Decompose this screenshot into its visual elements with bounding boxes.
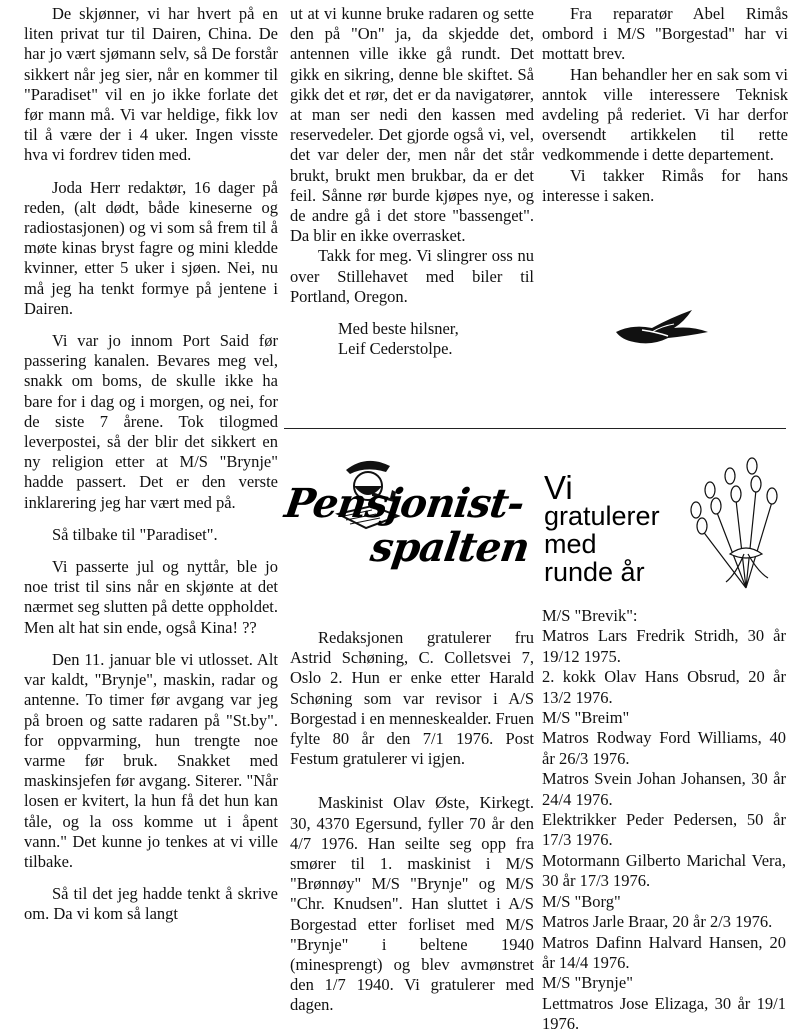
list-item: M/S "Borg" <box>542 891 621 911</box>
congrats-heading-line: med <box>544 529 597 559</box>
column-2 <box>290 4 534 371</box>
list-item: M/S "Brynje" <box>542 973 633 993</box>
logo-line-1: Pensjonist- <box>281 480 527 527</box>
column-1 <box>24 4 278 925</box>
paragraph: Han behandler her en sak som vi anntok ville interessere Teknisk avdeling på rederiet. Vi har derfor oversendt artikkelen til rette vedkommende i dette departement. <box>542 64 788 165</box>
list-item: Matros Lars Fredrik Stridh, 30 år 19/12 1975. <box>542 626 786 666</box>
list-item: 2. kokk Olav Hans Obsrud, 20 år 13/2 1976. <box>542 667 786 707</box>
logo-line-2: spalten <box>367 524 532 571</box>
paragraph: Takk for meg. Vi slingrer oss nu over Stillehavet med biler til Portland, Oregon. <box>290 246 534 306</box>
section-divider <box>284 428 786 429</box>
paragraph: ut at vi kunne bruke radaren og sette den på "On" ja, da skjedde det, antennen ville ikke gå rundt. Det gikk en sikring, denne ble skiftet. Så gikk det et rør, det er da navigatører, at man ser nedi den kassen med reservedeler. Det gjorde også vi, vel, det var deler der, men når det står brukt, brukt men brukbar, da er det feil. Sånne rør burde kjøpes nye, og de andre gå i det store "bassenget". Da blir en ikke overrasket. <box>290 4 534 246</box>
paragraph: Den 11. januar ble vi utlosset. Alt var kaldt, "Brynje", maskin, radar og antenne. To timer før avgang var jeg på broen og satte radaren på "St.by". for oppvarming, hun trengte noe varme før bruk. Snakket med maskinsjefen før avgang. Siterer. "Når losen er kvitert, la hun få det hun kan tåle, og la oss komme ut i åpent vann." Det kunne jo tenkes at vi ville tilbake. <box>24 649 278 871</box>
congrats-heading-line: Vi <box>544 469 573 506</box>
signoff: Med beste hilsner, <box>338 319 459 339</box>
list-item: Matros Rodway Ford Williams, 40 år 26/3 1976. <box>542 728 786 768</box>
list-item: M/S "Breim" <box>542 708 630 728</box>
congrats-heading-line: runde år <box>544 557 645 587</box>
list-item: Motormann Gilberto Marichal Vera, 30 år 17/3 1976. <box>542 850 786 891</box>
list-item: Matros Jarle Braar, 20 år 2/3 1976. <box>542 912 773 932</box>
paragraph: De skjønner, vi har hvert på en liten privat tur til Dairen, China. De har jo vært sjømann selv, så De forstår sikkert når jeg sier, når en kommer til "Paradiset" vil en jo ikke forlate det før mann må. Vi var heldige, fikk lov til å være der i 4 uker. Ingen visste hva vi fordrev tiden med. <box>24 4 278 165</box>
paragraph: Joda Herr redaktør, 16 dager på reden, (alt dødt, både kineserne og radiostasjonen) og vi som så frem til å møte kinas bryst fagre og mini kledde kvinner, etter 5 uker i sjøen. Nei, nu må jeg ha tenkt formye på jentene i Dairen. <box>24 177 278 318</box>
paragraph: Vi takker Rimås for hans interesse i saken. <box>542 165 788 205</box>
congrats-heading-line: gratulerer <box>544 501 660 531</box>
flower-bouquet-icon <box>686 450 782 592</box>
list-item: Lettmatros Jose Elizaga, 30 år 19/1 1976. <box>542 993 786 1034</box>
signature: Leif Cederstolpe. <box>338 339 453 359</box>
congrats-list <box>542 606 786 1035</box>
paragraph: Så til det jeg hadde tenkt å skrive om. Da vi kom så langt <box>24 884 278 924</box>
paragraph: Redaksjonen gratulerer fru Astrid Schøning, C. Colletsvei 7, Oslo 2. Hun er enke etter Harald Schøning som var revisor i A/S Borgestad i en menneskealder. Fruen fylte 80 år den 7/1 1976. Post Festum gratulerer vi igjen. <box>290 628 534 769</box>
logo-text <box>276 480 532 571</box>
paragraph: Vi var jo innom Port Said før passering kanalen. Bevares meg vel, snakk om boms, de skulle ikke ha bare for i dag og i morgen, og nei, for de siste 7 årene. Tok tilogmed leverpostei, så der blir det sikkert en ny religion etter at M/S "Brynje" hadde passert. Det er den verste inklarering jeg har vært med på. <box>24 331 278 512</box>
paragraph: Så tilbake til "Paradiset". <box>52 524 218 544</box>
list-item: Matros Svein Johan Johansen, 30 år 24/4 1976. <box>542 769 786 809</box>
list-item: M/S "Brevik": <box>542 606 638 625</box>
list-item: Elektrikker Peder Pedersen, 50 år 17/3 1976. <box>542 810 786 850</box>
paragraph: Fra reparatør Abel Rimås ombord i M/S "Borgestad" har vi mottatt brev. <box>542 4 788 64</box>
pensjonist-logo <box>281 452 532 602</box>
paragraph: Vi passerte jul og nyttår, ble jo noe trist til sins når en skjønte at det nærmet seg slutten på dette oppholdet. Men alt hat sin ende, også Kina! ?? <box>24 557 278 637</box>
congrats-heading <box>544 469 694 587</box>
bird-illustration-icon <box>612 302 712 352</box>
list-item: Matros Dafinn Halvard Hansen, 20 år 14/4 1976. <box>542 932 786 972</box>
pension-section <box>290 628 534 1028</box>
column-3 <box>542 4 788 218</box>
paragraph: Maskinist Olav Øste, Kirkegt. 30, 4370 Egersund, fyller 70 år den 4/7 1976. Han seilte seg opp fra smører til 1. maskinist i M/S "Brønnøy" M/S "Brynje" og M/S "Chr. Knudsen". Han sluttet i A/S Borgestad etter forliset med M/S "Brynje" i beltene 1940 (minesprengt) og blev avmønstret den 1/7 1940. Vi gratulerer med dagen. <box>290 793 534 1015</box>
